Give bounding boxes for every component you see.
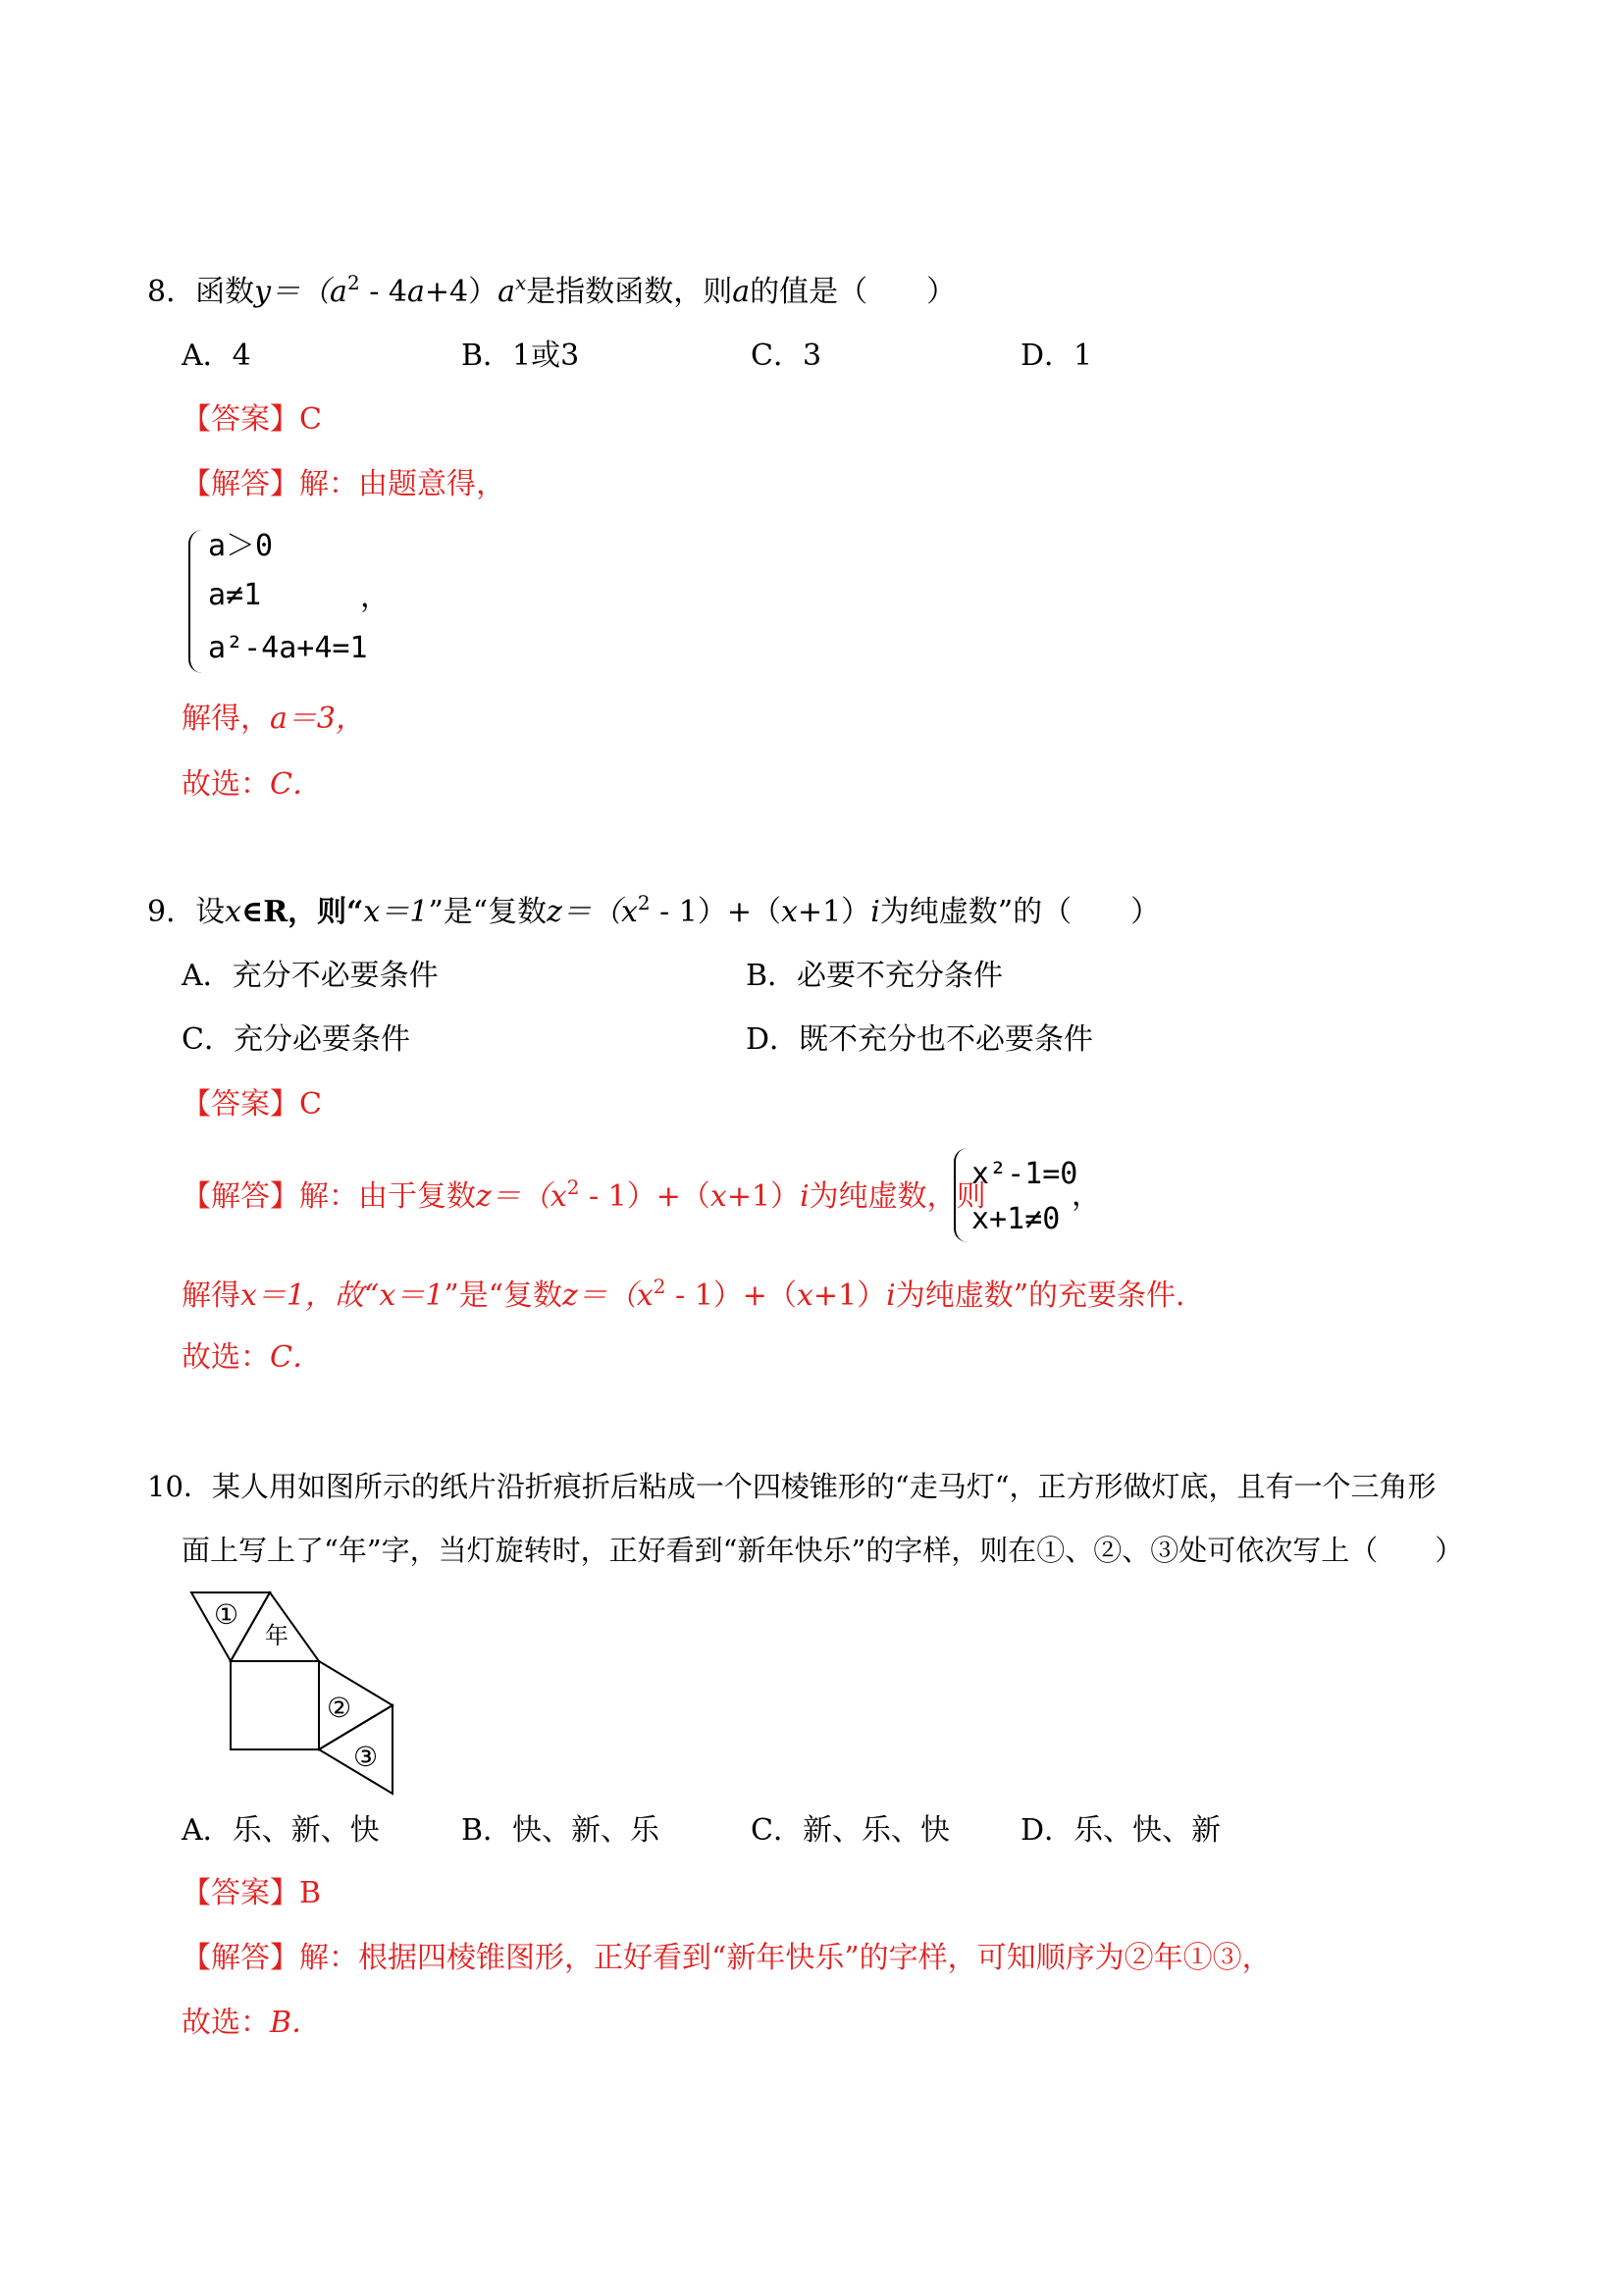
q10-choose (182, 2006, 321, 2041)
q10-option-b: B．快、新、乐 (461, 1813, 660, 1848)
q8-answer (182, 402, 322, 438)
q8-formula-a: a (330, 275, 347, 309)
q8-equation-system (188, 530, 444, 677)
q10-stem-line-1: 10．某人用如图所示的纸片沿折痕折后粘成一个四棱锥形的“走马灯“，正方形做灯底，且有一个三角形 (147, 1470, 1437, 1503)
q10-solution-tag: 【解答】 (182, 1941, 299, 1975)
q9-option-b: B．必要不充分条件 (746, 959, 1004, 993)
q9-result-x3: x (636, 1278, 654, 1313)
q9-stem-x2: x (620, 895, 638, 929)
q9-solution-x2: x (709, 1179, 727, 1214)
q9-brace (954, 1148, 969, 1242)
q8-brace (188, 530, 204, 673)
q9-result-b: ”是“复数 (444, 1278, 563, 1313)
q8-result-prefix: 解得， (182, 702, 270, 736)
q8-choose-value: C． (270, 767, 322, 802)
q9-stem-e: - 1）+（ (650, 895, 782, 929)
q8-formula-a2: a (406, 275, 425, 309)
q10-answer-tag: 【答案】 (182, 1876, 299, 1910)
q8-answer-value: C (299, 402, 322, 437)
q9-stem-a: 9．设 (147, 895, 226, 929)
q8-system-line-2: a≠1 (208, 578, 262, 612)
q8-solution-tag: 【解答】 (182, 467, 299, 501)
q9-result-sup: 2 (653, 1275, 666, 1298)
q9-option-c: C．充分必要条件 (182, 1022, 410, 1057)
q9-stem (147, 891, 1161, 930)
q8-formula-ax: a (497, 275, 515, 309)
q9-result-d: +1） (812, 1278, 887, 1313)
q9-option-d: D．既不充分也不必要条件 (746, 1022, 1094, 1057)
q9-system-line-2: x+1≠0 (971, 1202, 1061, 1236)
q9-stem-i: i (870, 895, 880, 929)
q10-stem-line-2: 面上写上了“年”字，当灯旋转时，正好看到“新年快乐”的字样，则在①、②、③处可依次写上（ ） (182, 1534, 1464, 1567)
q9-system-comma: ， (1072, 1178, 1101, 1213)
q8-system-line-1: a＞0 (208, 529, 274, 563)
q8-formula-rest2: +4） (424, 275, 498, 309)
q9-answer-value: C (299, 1087, 322, 1122)
q9-stem-b: ∈R，则“ (241, 895, 364, 929)
q8-stem-end: 的值是（ ） (750, 275, 957, 309)
q9-choose-value: C． (270, 1340, 322, 1375)
q10-label-3: ③ (353, 1741, 379, 1773)
q9-solution-x: x (550, 1179, 567, 1214)
q9-choose-prefix: 故选： (182, 1340, 270, 1375)
q10-net-figure (186, 1588, 402, 1803)
q10-label-2: ② (327, 1692, 352, 1724)
q9-solution (182, 1175, 986, 1215)
q9-system-line-1: x²-1=0 (971, 1157, 1078, 1191)
q8-system-line-3: a²-4a+4=1 (208, 631, 368, 665)
q9-result-z: z＝（ (562, 1278, 637, 1313)
q10-solution-text: 解：根据四棱锥图形，正好看到“新年快乐”的字样，可知顺序为②年①③， (299, 1941, 1272, 1975)
q9-stem-g: 为纯虚数”的（ ） (879, 895, 1161, 929)
q8-stem-suffix: 是指数函数，则 (526, 275, 733, 309)
q9-stem-z: z＝（ (547, 895, 621, 929)
q9-stem-c: x＝1 (363, 895, 429, 929)
q9-solution-tag: 【解答】 (182, 1179, 299, 1214)
q10-choose-prefix: 故选： (182, 2006, 270, 2040)
q9-answer-tag: 【答案】 (182, 1087, 299, 1122)
q8-choose-prefix: 故选： (182, 767, 270, 802)
q9-result-i: i (886, 1278, 896, 1313)
q9-equation-system (954, 1148, 1111, 1246)
q9-stem-x3: x (781, 895, 798, 929)
q10-label-nian: 年 (265, 1622, 288, 1649)
q9-solution-text-a: 解：由于复数 (299, 1179, 476, 1214)
q9-answer (182, 1087, 322, 1122)
q9-solution-b: - 1）+（ (579, 1179, 710, 1214)
q9-stem-sup: 2 (637, 891, 651, 914)
q8-option-d: D．1 (1021, 339, 1093, 373)
q9-choose (182, 1340, 322, 1376)
q9-result-x2: x＝1 (379, 1278, 445, 1313)
q10-answer (182, 1876, 321, 1911)
q10-option-d: D．乐、快、新 (1021, 1813, 1222, 1848)
q10-net-square (231, 1661, 319, 1749)
q9-stem-f: +1） (797, 895, 871, 929)
q8-answer-tag: 【答案】 (182, 402, 299, 437)
q9-solution-c: +1） (726, 1179, 801, 1214)
q9-result-x: x＝1，故“ (240, 1278, 380, 1313)
q9-stem-x: x (225, 895, 242, 929)
q9-stem-d: ”是“复数 (428, 895, 548, 929)
q10-choose-value: B． (270, 2006, 322, 2040)
q8-result-formula: a＝3， (270, 702, 365, 736)
q10-answer-value: B (299, 1876, 322, 1910)
q9-solution-z: z＝（ (476, 1179, 550, 1214)
q8-solution (182, 467, 505, 502)
q10-option-a: A．乐、新、快 (182, 1813, 380, 1848)
q8-option-a: A．4 (182, 339, 251, 373)
q8-stem-a: a (732, 275, 751, 309)
q10-option-c: C．新、乐、快 (751, 1813, 950, 1848)
q8-option-b: B．1或3 (461, 339, 580, 373)
q8-formula-rest: - 4 (359, 275, 407, 309)
q8-choose (182, 767, 322, 803)
q8-stem (147, 271, 957, 310)
q9-solution-sup: 2 (566, 1175, 580, 1199)
q9-result-e: 为纯虚数”的充要条件． (895, 1278, 1206, 1313)
q8-stem-prefix: 8．函数 (147, 275, 255, 309)
q10-label-1: ① (214, 1598, 239, 1631)
q8-result (182, 702, 365, 737)
q9-solution-d: 为纯虚数，则 (809, 1179, 986, 1214)
q8-option-c: C．3 (751, 339, 822, 373)
q8-formula-y: y＝（ (254, 275, 331, 309)
q8-solution-text: 解：由题意得， (299, 467, 505, 501)
q9-result (182, 1275, 1206, 1314)
q8-formula-x: x (514, 271, 527, 294)
q9-solution-i: i (800, 1179, 810, 1214)
q9-result-x4: x (796, 1278, 813, 1313)
q8-formula-sup: 2 (346, 271, 360, 294)
q9-result-c: - 1）+（ (665, 1278, 797, 1313)
q10-solution (182, 1941, 1272, 1976)
q9-result-a: 解得 (182, 1278, 240, 1313)
q9-option-a: A．充分不必要条件 (182, 959, 439, 993)
q8-system-comma: ， (360, 580, 390, 614)
